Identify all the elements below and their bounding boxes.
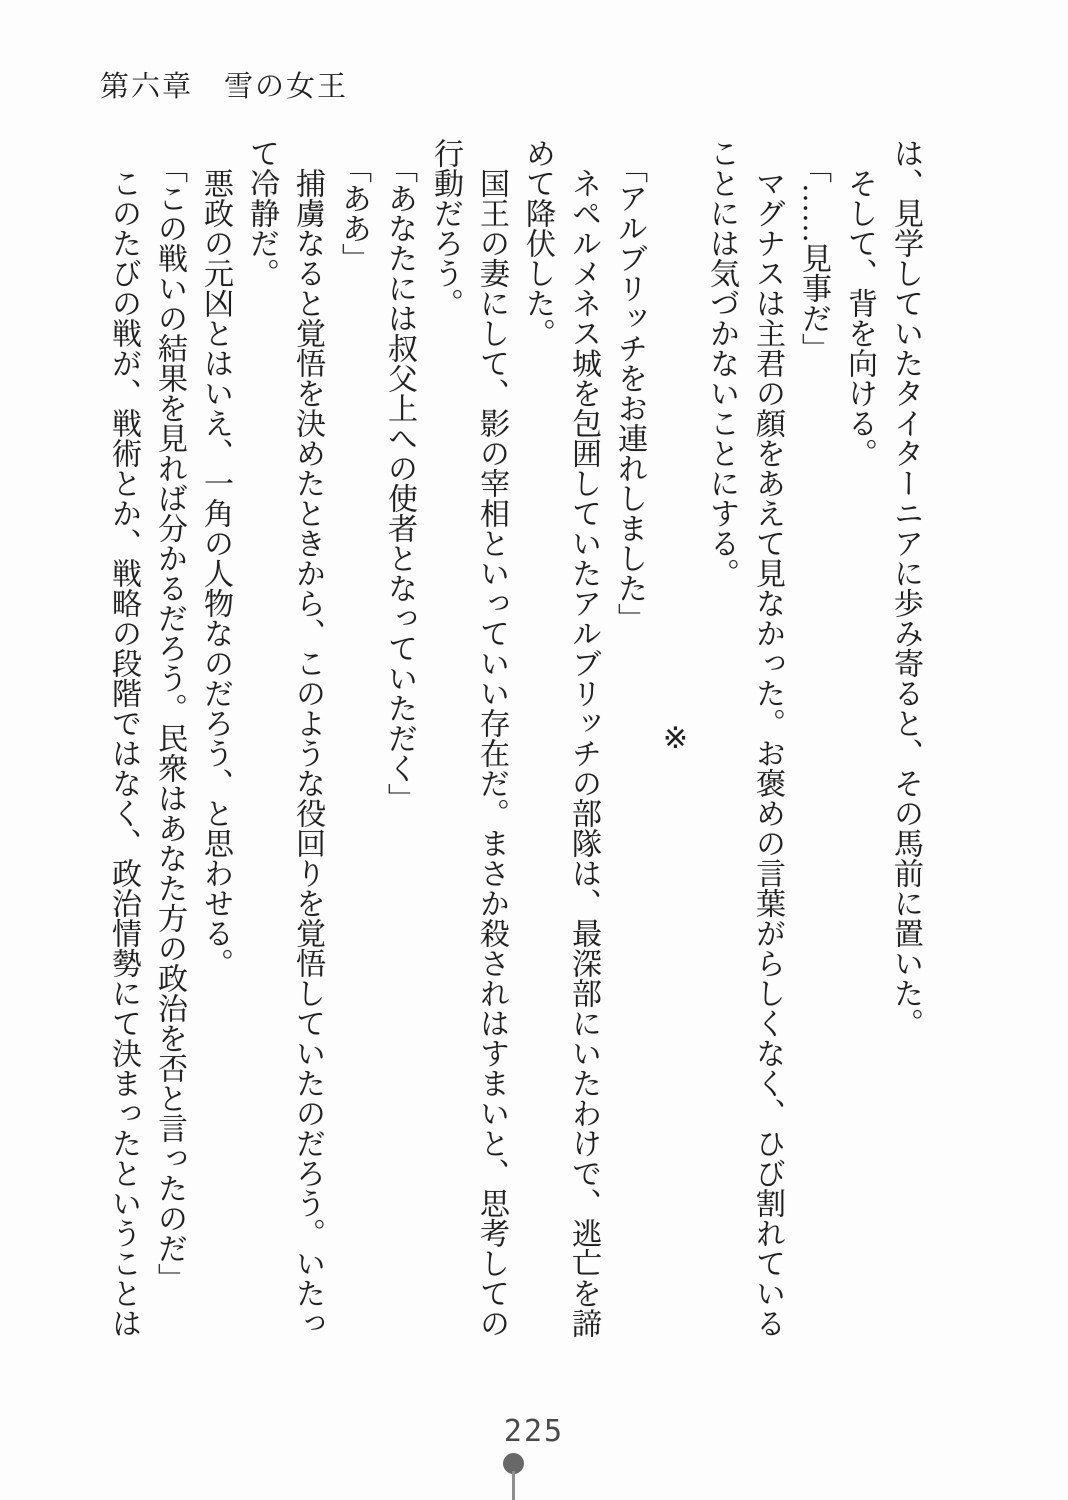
dialogue-paragraph: 「……見事だ」 (797, 153, 830, 363)
page-marker-line (512, 1471, 515, 1500)
dialogue-paragraph: 「あなたには叔父上への使者となっていただく」 (383, 153, 416, 813)
paragraph-continuation: は、見学していたタイターニアに歩み寄ると、その馬前に置いた。 (889, 138, 922, 1038)
page-number: 225 (503, 1414, 565, 1449)
paragraph: マグナスは主君の顔をあえて見なかった。お褒めの言葉がらしくなく、ひび割れていることには気づかないことにする。 (705, 138, 784, 1338)
dialogue-paragraph: 「アルブリッチをお連れしました」 (613, 153, 646, 633)
chapter-header: 第六章 雪の女王 (100, 71, 349, 103)
dialogue-paragraph: 「ああ」 (337, 153, 370, 273)
paragraph: 悪政の元凶とはいえ、一角の人物なのだろう、と思わせる。 (199, 168, 232, 978)
section-divider: ※ (659, 720, 692, 756)
text-block (100, 138, 928, 1338)
dialogue-paragraph: 「この戦いの結果を見れば分かるだろう。民衆はあなた方の政治を否と言ったのだ」 (153, 153, 186, 1293)
paragraph-continues-next-page: このたびの戦が、戦術とか、戦略の段階ではなく、政治情勢にて決まったということは (107, 168, 140, 1338)
paragraph: 国王の妻にして、影の宰相といっていい存在だ。まさか殺されはすまいと、思考しての行動だろう。 (429, 138, 508, 1338)
paragraph: 捕虜なると覚悟を決めたときから、このような役回りを覚悟していたのだろう。いたって冷静だ。 (245, 138, 324, 1338)
paragraph: ネペルメネス城を包囲していたアルブリッチの部隊は、最深部にいたわけで、逃亡を諦めて降伏した。 (521, 138, 600, 1338)
paragraph: そして、背を向ける。 (843, 168, 876, 468)
